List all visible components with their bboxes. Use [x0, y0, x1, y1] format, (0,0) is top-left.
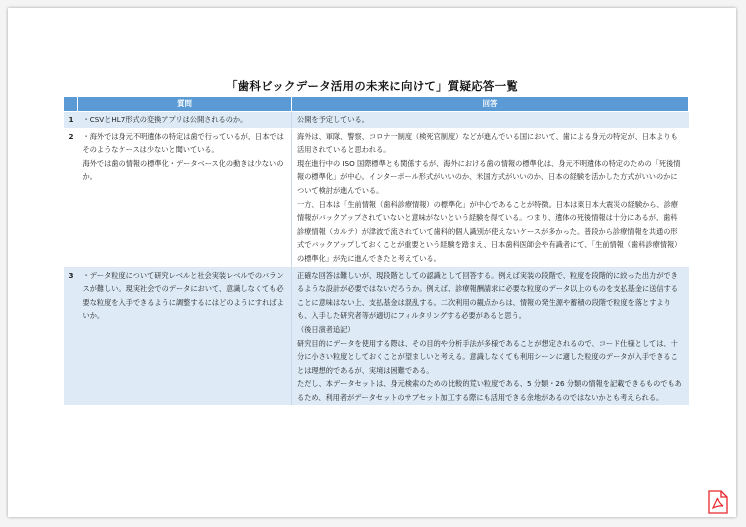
answer-text: 現在進行中の ISO 国際標準とも関係するが、海外における歯の情報の標準化は、身元不明遺体の特定のための「死後情報の標準化」が中心。インターポール形式がいいのか、米国方式がいいのか、日本の経験を活かした方式がいいのかについて検討が進んでいる。 [297, 158, 681, 195]
row-number: 2 [64, 128, 78, 267]
pdf-icon-graphic [708, 490, 728, 514]
document-title: 「歯科ビックデータ活用の未来に向けて」質疑応答一覧 [225, 79, 519, 93]
table-header-row [64, 97, 689, 112]
question-cell [78, 128, 292, 267]
row-number: 1 [64, 112, 78, 129]
answer-text: （後日演者追記） [297, 324, 355, 334]
qa-table [63, 96, 689, 406]
question-text: ・海外では身元不明遺体の特定は歯で行っているが、日本ではそのようなケースは少ないと聞いている。 [82, 131, 284, 155]
question-cell [78, 112, 292, 129]
header-number [64, 97, 78, 112]
document-page [8, 8, 736, 517]
question-text: ・データ粒度について研究レベルと社会実装レベルでのバランスが難しい。現実社会でのデータにおいて、意識しなくても必要な粒度を入手できるように調整するにはどのようにすればよいか。 [82, 270, 284, 321]
table-row [64, 267, 689, 406]
pdf-file-icon[interactable] [708, 490, 728, 514]
answer-text: 海外は、軍隊、警察、コロナ一制度（検死官制度）などが進んでいる国において、歯による身元の特定が、日本よりも活用されていると思われる。 [297, 131, 678, 155]
answer-cell [292, 128, 689, 267]
header-answer: 回答 [292, 97, 689, 112]
answer-text: 正確な回答は難しいが、現段階としての認識として回答する。例えば実装の段階で、粒度を段階的に絞った出力ができるような設計が必要ではないだろうか。例えば、診療報酬請求に必要な粒度のデータ以上のものを支払基金に送信することに意味はない上、支払基金は混乱する。二次利用の観点からは、情報の発生源や蓄積の段階で粒度を落とすよりも、入手した研究者等が適切にフィルタリングする必要があると思う。 [297, 270, 678, 321]
question-cell [78, 267, 292, 406]
table-row [64, 128, 689, 267]
answer-text: 一方、日本は「生前情報（歯科診療情報）の標準化」が中心であることが特徴。日本は東日本大震災の経験から、診療情報がバックアップされていないと意味がないという経験を得ている。つまり、遺体の死後情報は十分にあるが、歯科診療情報（カルテ）が津波で流されていて歯科的個人識別が使えないケースが多かった。普段から診療情報を共通の形式でバックアップしておくことが重要という経験を踏まえ、日本歯科医師会や有識者にて、「生前情報（歯科診療情報）の標準化」が先に進んできたと考えている。 [297, 199, 682, 263]
answer-text: 公開を予定している。 [297, 115, 369, 124]
answer-cell [292, 112, 689, 129]
row-number: 3 [64, 267, 78, 406]
table-row [64, 112, 689, 129]
answer-text: 研究目的にデータを使用する際は、その目的や分析手法が多様であることが想定されるので、コード仕様としては、十分に小さい粒度としておくことが望ましいと考える。意識しなくても利用シーンに適した粒度のデータが入手できることは理想的であるが、実境は困難である。 [297, 338, 678, 375]
header-question: 質問 [78, 97, 292, 112]
answer-cell [292, 267, 689, 406]
question-text: ・CSVとHL7形式の変換アプリは公開されるのか。 [82, 115, 248, 124]
answer-text: ただし、本データセットは、身元検索のための比較的荒い粒度である、5 分類・26 分類の情報を記載できるものでもあるため、利用者がデータセットのサブセット加工する際にも活用できる余地があるのではないかとも考えられる。 [297, 379, 682, 402]
question-text: 海外では歯の情報の標準化・データベース化の動きは少ないのか。 [82, 158, 284, 182]
